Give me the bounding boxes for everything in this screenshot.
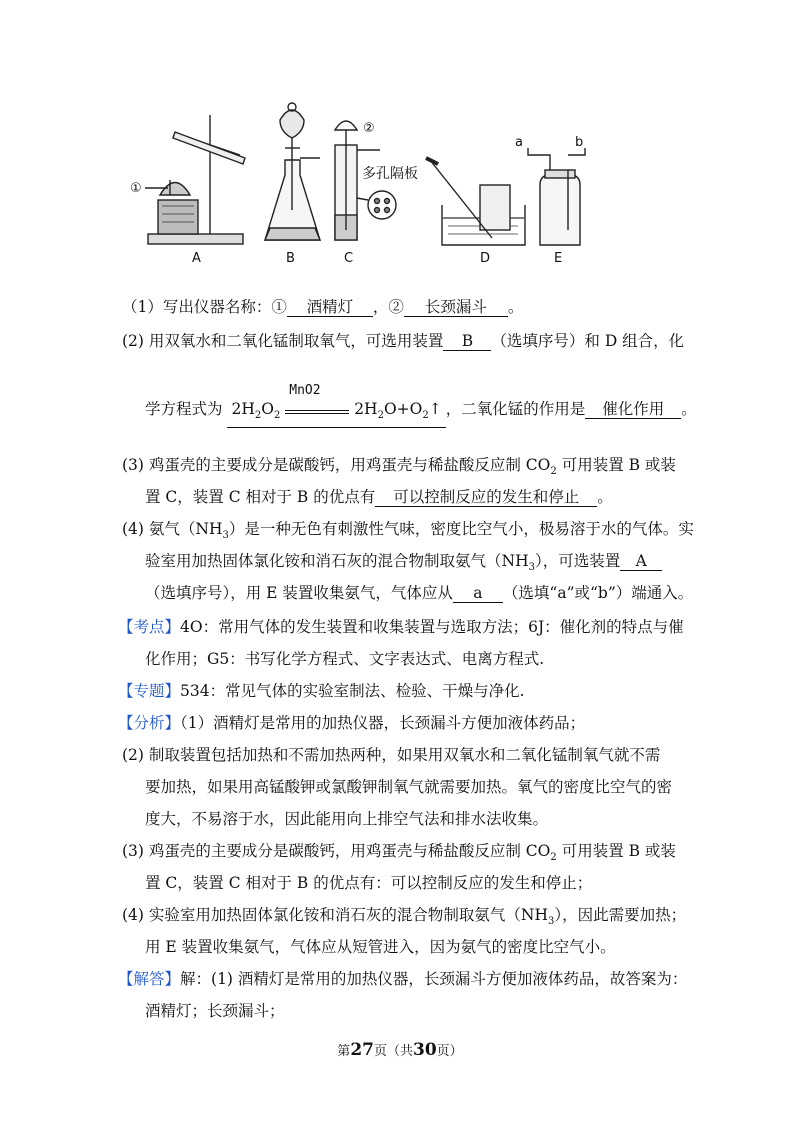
- question-4-line-2: 验室用加热固体氯化铵和消石灰的混合物制取氨气$(NH_3)$，可选装置 A: [145, 550, 662, 579]
- porous-plate-label: 多孔隔板: [362, 166, 418, 182]
- label-c: C: [344, 251, 354, 266]
- zhuanti-tag: 【专题】: [118, 682, 181, 700]
- fenxi-tag: 【分析】: [118, 714, 181, 732]
- question-2-line-2: 学方程式为 $2H_2O_2$ MnO2 $2H_2O+O_2↑$ ，二氧化锰的作用是 催化作用 。: [145, 398, 697, 428]
- answer-3: 可以控制反应的发生和停止: [375, 488, 597, 507]
- jieda-line-1: 【解答】解：(1) 酒精灯是常用的加热仪器，长颈漏斗方便加液体药品，故答案为：: [118, 970, 688, 988]
- label-tube-a: a: [515, 135, 523, 150]
- zhuanti-line: 【专题】534：常见气体的实验室制法、检验、干燥与净化.: [118, 682, 525, 700]
- answer-2-1: B: [443, 332, 491, 351]
- fenxi-line-4: 度大，不易溶于水，因此能用向上排空气法和排水法收集。: [145, 810, 549, 828]
- fenxi-line-1: 【分析】（1）酒精灯是常用的加热仪器，长颈漏斗方便加液体药品；: [118, 714, 586, 732]
- label-tube-b: b: [575, 135, 584, 150]
- page-footer: 第27页（共30页）: [337, 1040, 463, 1060]
- apparatus-a: [145, 115, 245, 244]
- question-3-line-1: (3) 鸡蛋壳的主要成分是碳酸钙，用鸡蛋壳与稀盐酸反应制 $CO_2$ 可用装置 B 或装: [122, 456, 676, 478]
- kaodian-line-1: 【考点】4O：常用气体的发生装置和收集装置与选取方法；6J：催化剂的特点与催: [118, 618, 684, 636]
- catalyst-label: MnO2: [289, 383, 321, 398]
- apparatus-figure: [130, 100, 590, 275]
- total-pages: 30: [413, 1040, 437, 1060]
- label-b: B: [286, 251, 295, 266]
- apparatus-b: [265, 103, 320, 240]
- question-2-line-1: (2) 用双氧水和二氧化锰制取氧气，可选用装置 B （选填序号）和 D 组合，化: [122, 332, 685, 350]
- kaodian-tag: 【考点】: [118, 618, 181, 636]
- fenxi-line-6: 置 C，装置 C 相对于 B 的优点有：可以控制反应的发生和停止；: [145, 874, 593, 892]
- fenxi-line-3: 要加热，如果用高锰酸钾或氯酸钾制氧气就需要加热。氧气的密度比空气的密: [145, 778, 673, 796]
- apparatus-d: [426, 158, 525, 245]
- label-circle-1: ①: [130, 181, 142, 196]
- fenxi-line-5: (3) 鸡蛋壳的主要成分是碳酸钙，用鸡蛋壳与稀盐酸反应制 $CO_2$ 可用装置 B 或装: [122, 842, 676, 864]
- jieda-line-2: 酒精灯；长颈漏斗；: [145, 1002, 285, 1020]
- answer-1-1: 酒精灯: [287, 298, 373, 317]
- answer-1-2: 长颈漏斗: [404, 298, 508, 317]
- answer-2-3: 催化作用: [585, 400, 681, 419]
- page-number: 27: [350, 1040, 374, 1060]
- question-4-line-3: （选填序号），用 E 装置收集氨气，气体应从 a （选填“a”或“b”）端通入。: [145, 584, 694, 602]
- chemical-equation: $2H_2O_2$ MnO2 $2H_2O+O_2↑$: [227, 398, 445, 428]
- fenxi-line-8: 用 E 装置收集氨气，气体应从短管进入，因为氨气的密度比空气小。: [145, 938, 616, 956]
- label-a: A: [192, 251, 201, 266]
- apparatus-e: [528, 148, 585, 245]
- label-circle-2: ②: [363, 121, 375, 136]
- label-e: E: [554, 251, 563, 266]
- answer-4-2: a: [453, 584, 503, 603]
- fenxi-line-7: (4) 实验室用加热固体氯化铵和消石灰的混合物制取氨气$(NH_3)$，因此需要加热；: [122, 906, 687, 928]
- question-4-line-1: (4) 氨气$(NH_3)$是一种无色有刺激性气味，密度比空气小，极易溶于水的气体。实: [122, 520, 694, 542]
- question-1: （1）写出仪器名称：① 酒精灯 ，② 长颈漏斗 。: [122, 298, 524, 316]
- question-3-line-2: 置 C，装置 C 相对于 B 的优点有 可以控制反应的发生和停止 。: [145, 488, 613, 506]
- label-d: D: [480, 251, 491, 266]
- kaodian-line-2: 化作用；G5：书写化学方程式、文字表达式、电离方程式.: [145, 650, 545, 668]
- answer-4-1: A: [620, 552, 662, 571]
- fenxi-line-2: (2) 制取装置包括加热和不需加热两种，如果用双氧水和二氧化锰制氧气就不需: [122, 746, 661, 764]
- jieda-tag: 【解答】: [118, 970, 181, 988]
